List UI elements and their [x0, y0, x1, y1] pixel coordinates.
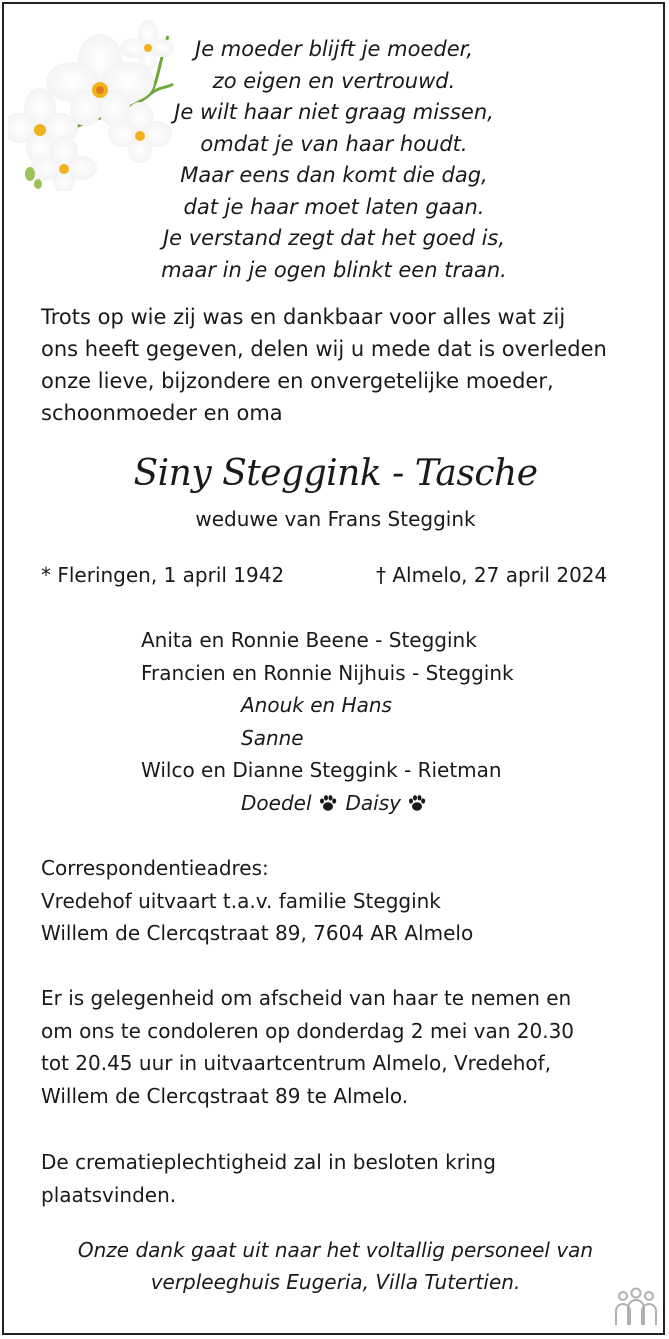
- paw-icon: [407, 793, 427, 813]
- poem-line: dat je haar moet laten gaan.: [183, 194, 485, 219]
- poem-line: Je verstand zegt dat het goed is,: [162, 226, 506, 250]
- grandchild: Anouk en Hans: [241, 693, 392, 717]
- widow-of: weduwe van Frans Steggink: [195, 507, 476, 531]
- death-date: † Almelo, 27 april 2024: [376, 563, 608, 587]
- poem: [124, 34, 544, 286]
- address-line: Correspondentieadres:: [41, 856, 269, 880]
- cremation-info: [41, 1146, 651, 1211]
- paw-icon: [318, 793, 338, 813]
- pet-name: Daisy: [345, 790, 401, 815]
- family-member: Francien en Ronnie Nijhuis - Steggink: [141, 660, 514, 685]
- pets: [141, 787, 514, 820]
- thanks-line: Onze dank gaat uit naar het voltallig personeel van: [77, 1238, 594, 1262]
- cremation-line: De crematieplechtigheid zal in besloten kring: [41, 1150, 496, 1174]
- pet-name: Doedel: [241, 790, 312, 815]
- poem-line: Maar eens dan komt die dag,: [180, 163, 488, 187]
- intro-text: [41, 301, 641, 429]
- obituary-card: [2, 2, 665, 1335]
- address-line: Vredehof uitvaart t.a.v. familie Steggink: [41, 888, 441, 913]
- visitation-line: om ons te condoleren op donderdag 2 mei van 20.30: [41, 1018, 575, 1043]
- poem-line: Je moeder blijft je moeder,: [195, 37, 473, 61]
- people-logo-icon: [612, 1287, 660, 1327]
- address-line: Willem de Clercqstraat 89, 7604 AR Almelo: [41, 921, 474, 945]
- poem-line: maar in je ogen blinkt een traan.: [161, 257, 507, 282]
- family-member: Wilco en Dianne Steggink - Rietman: [141, 758, 502, 782]
- thanks-note: [4, 1234, 667, 1298]
- visitation-line: Er is gelegenheid om afscheid van haar te nemen en: [41, 986, 572, 1010]
- visitation-line: tot 20.45 uur in uitvaartcentrum Almelo, Vredehof,: [41, 1051, 552, 1075]
- birth-date: * Fleringen, 1 april 1942: [41, 563, 285, 587]
- family-member: Anita en Ronnie Beene - Steggink: [141, 628, 477, 652]
- visitation-line: Willem de Clercqstraat 89 te Almelo.: [41, 1083, 409, 1108]
- intro-line: onze lieve, bijzondere en onvergetelijke moeder,: [41, 369, 554, 393]
- poem-line: omdat je van haar houdt.: [200, 131, 468, 156]
- intro-line: ons heeft gegeven, delen wij u mede dat is overleden: [41, 337, 607, 361]
- correspondence-address: [41, 852, 651, 950]
- deceased-name: Siny Steggink - Tasche: [133, 453, 538, 494]
- cremation-line: plaatsvinden.: [41, 1182, 177, 1207]
- poem-line: zo eigen en vertrouwd.: [212, 68, 456, 93]
- grandchild: Sanne: [241, 725, 304, 750]
- thanks-line: verpleeghuis Eugeria, Villa Tutertien.: [150, 1270, 521, 1294]
- poem-line: Je wilt haar niet graag missen,: [174, 100, 494, 124]
- family-list: [141, 624, 514, 819]
- intro-line: schoonmoeder en oma: [41, 401, 283, 425]
- visitation-info: [41, 982, 651, 1112]
- intro-line: Trots op wie zij was en dankbaar voor alles wat zij: [41, 305, 566, 329]
